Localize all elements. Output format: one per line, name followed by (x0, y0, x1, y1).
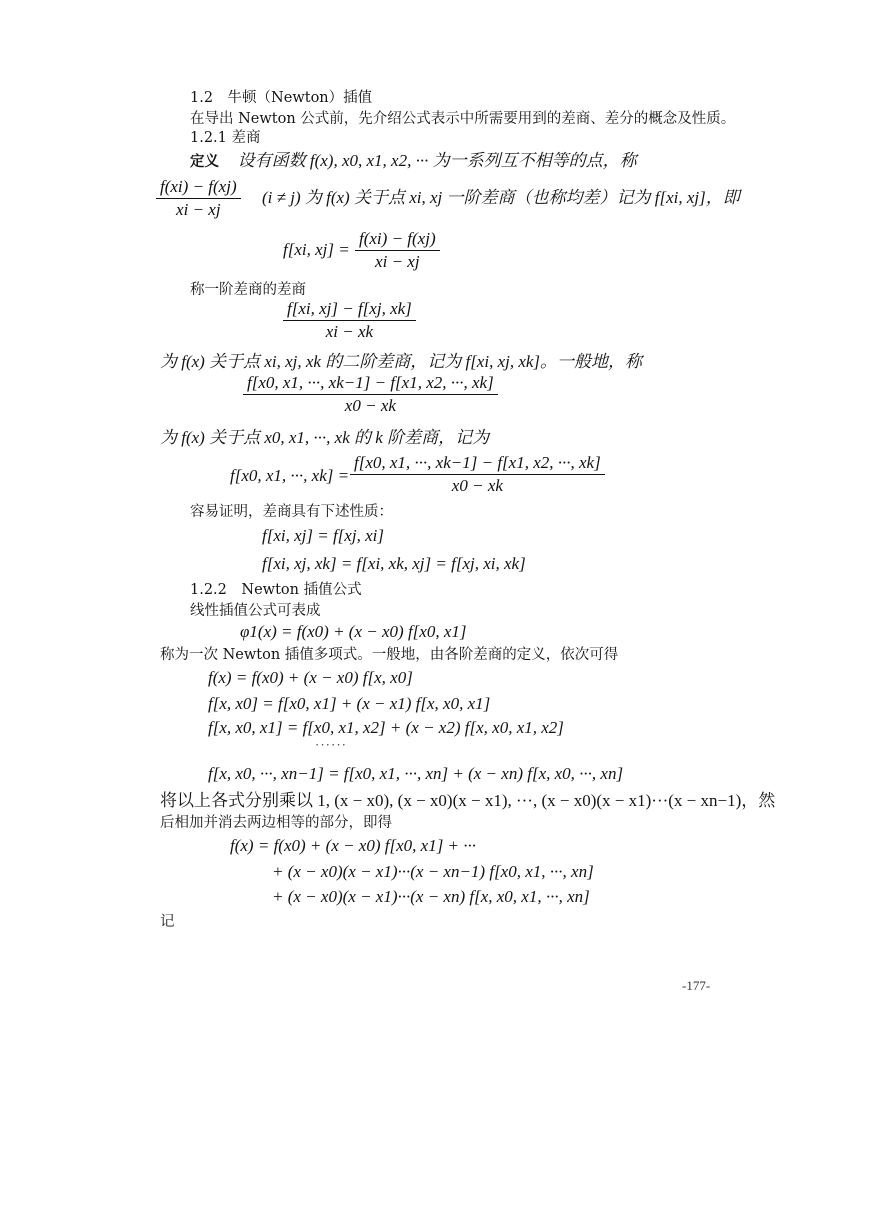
linear-intro: 线性插值公式可表成 (190, 603, 321, 619)
fraction-denominator: x0 − xk (344, 396, 396, 415)
definition-label: 定义 (190, 153, 219, 170)
first-order-equation-lhs: f[xi, xj] = (283, 240, 350, 259)
kth-order-text: 为 f(x) 关于点 x0, x1, ···, xk 的 k 阶差商，记为 (160, 428, 490, 447)
second-order-text: 为 f(x) 关于点 xi, xj, xk 的二阶差商，记为 f[xi, xj, xk]。一般地，称 (160, 352, 643, 371)
note-ji: 记 (160, 914, 175, 930)
linear-equation: φ1(x) = f(x0) + (x − x0) f[x0, x1] (240, 622, 467, 641)
newton-result-line-1: f(x) = f(x0) + (x − x0) f[x0, x1] + ··· (230, 836, 477, 855)
first-order-fraction-inline (156, 176, 241, 221)
first-order-equation-fraction (355, 228, 440, 273)
fraction-denominator: xi − xj (176, 200, 221, 219)
linear-after-text: 称为一次 Newton 插值多项式。一般地，由各阶差商的定义，依次可得 (160, 647, 619, 663)
recursion-eq-4: f[x, x0, ···, xn−1] = f[x0, x1, ···, xn] + (x − xn) f[x, x0, ···, xn] (208, 764, 624, 783)
kth-order-fraction (243, 372, 498, 417)
newton-result-line-2: + (x − x0)(x − x1)···(x − xn−1) f[x0, x1, ···, xn] (272, 862, 594, 881)
multiply-line-2: 后相加并消去两边相等的部分，即得 (160, 815, 392, 831)
kth-order-equation-fraction (350, 452, 605, 497)
second-order-intro: 称一阶差商的差商 (190, 282, 306, 298)
multiply-line-1: 将以上各式分别乘以 1, (x − x0), (x − x0)(x − x1), ···, (x − x0)(x − x1)···(x − xn−1)，然 (160, 791, 776, 810)
fraction-numerator: f[x0, x1, ···, xk−1] − f[x1, x2, ···, xk] (247, 373, 494, 392)
recursion-eq-3: f[x, x0, x1] = f[x0, x1, x2] + (x − x2) f[x, x0, x1, x2] (208, 718, 564, 737)
property-symmetry-2: f[xi, xj, xk] = f[xi, xk, xj] = f[xj, xi, xk] (262, 554, 526, 573)
fraction-numerator: f[x0, x1, ···, xk−1] − f[x1, x2, ···, xk] (354, 453, 601, 472)
recursion-eq-1: f(x) = f(x0) + (x − x0) f[x, x0] (208, 668, 413, 687)
fraction-denominator: xi − xj (375, 252, 420, 271)
fraction-denominator: xi − xk (325, 322, 374, 341)
newton-result-line-3: + (x − x0)(x − x1)···(x − xn) f[x, x0, x1, ···, xn] (272, 887, 590, 906)
first-order-definition-text: (i ≠ j) 为 f(x) 关于点 xi, xj 一阶差商（也称均差）记为 f[xi, xj]，即 (262, 188, 740, 207)
property-symmetry-1: f[xi, xj] = f[xj, xi] (262, 526, 384, 545)
section-title: 1.2 牛顿（Newton）插值 (190, 90, 373, 106)
definition-line (190, 151, 637, 172)
definition-text: 设有函数 f(x), x0, x1, x2, ··· 为一系列互不相等的点，称 (237, 151, 637, 170)
fraction-numerator: f[xi, xj] − f[xj, xk] (287, 299, 412, 318)
fraction-denominator: x0 − xk (451, 476, 503, 495)
subsection-title-newton: 1.2.2 Newton 插值公式 (190, 582, 362, 598)
fraction-numerator: f(xi) − f(xj) (359, 229, 436, 248)
kth-order-equation-lhs: f[x0, x1, ···, xk] = (230, 466, 350, 485)
fraction-numerator: f(xi) − f(xj) (160, 177, 237, 196)
second-order-fraction (283, 298, 416, 343)
section-intro: 在导出 Newton 公式前，先介绍公式表示中所需要用到的差商、差分的概念及性质。 (190, 111, 736, 127)
page-number: -177- (682, 978, 711, 993)
properties-intro: 容易证明，差商具有下述性质： (190, 504, 393, 520)
recursion-eq-2: f[x, x0] = f[x0, x1] + (x − x1) f[x, x0, x1] (208, 694, 491, 713)
subsection-title-difference-quotient: 1.2.1 差商 (190, 130, 261, 146)
ellipsis-dots: ······ (315, 737, 347, 752)
